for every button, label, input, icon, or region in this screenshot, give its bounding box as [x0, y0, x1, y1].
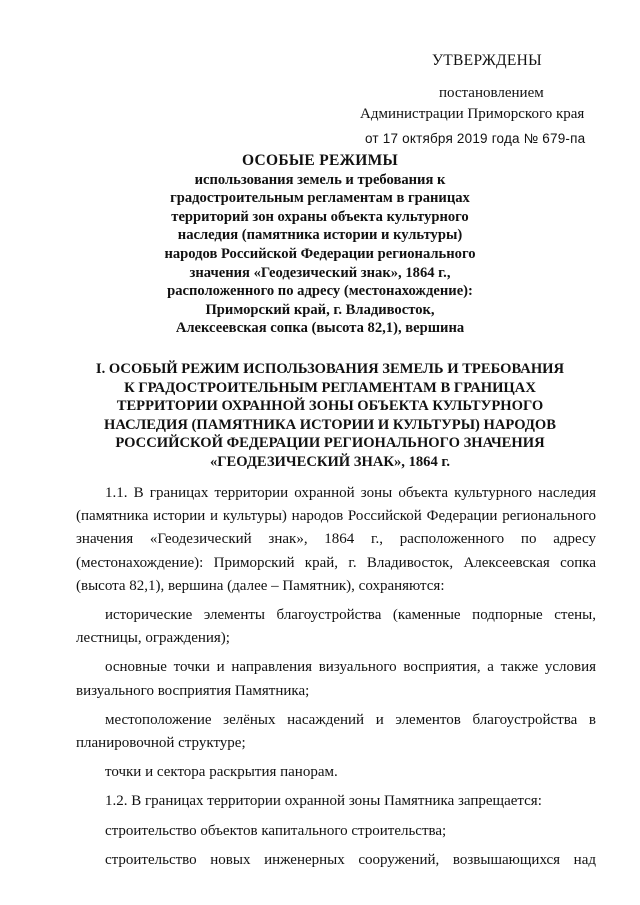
section-heading-line: НАСЛЕДИЯ (ПАМЯТНИКА ИСТОРИИ И КУЛЬТУРЫ) НАРОДОВ [103, 416, 556, 433]
document-title-line: градостроительным регламентам в границах [170, 190, 470, 207]
document-title-line: Приморский край, г. Владивосток, [205, 301, 435, 318]
section-heading-line: I. ОСОБЫЙ РЕЖИМ ИСПОЛЬЗОВАНИЯ ЗЕМЕЛЬ И ТРЕБОВАНИЯ [95, 361, 565, 377]
approval-title: УТВЕРЖДЕНЫ [432, 52, 542, 69]
list-item: местоположение зелёных насаждений и элементов благоустройства в планировочной структуре; [76, 711, 596, 752]
list-item: строительство новых инженерных сооружений, возвышающихся над [105, 851, 596, 868]
document-title-line: расположенного по адресу (местонахождение): [167, 283, 473, 300]
document-title-line: территорий зон охраны объекта культурного [171, 208, 469, 225]
section-heading-line: К ГРАДОСТРОИТЕЛЬНЫМ РЕГЛАМЕНТАМ В ГРАНИЦАХ [124, 379, 536, 396]
paragraph-1-1: 1.1. В границах территории охранной зоны объекта культурного наследия (памятника истории и культуры) народов Российской Федерации регионального значения «Геодезический знак», 1864 г., расположенного по адресу (местонахождение): Приморский край, г. Владивосток, Алексеевская сопка (высота 82,1), вершина (далее – Памятник), сохраняются: [76, 485, 596, 594]
document-title-main: ОСОБЫЕ РЕЖИМЫ [241, 152, 399, 169]
approval-administration: Администрации Приморского края [360, 106, 585, 122]
paragraph-1-2: 1.2. В границах территории охранной зоны Памятника запрещается: [105, 793, 542, 810]
document-title-line: Алексеевская сопка (высота 82,1), вершина [175, 320, 465, 337]
section-heading-line: РОССИЙСКОЙ ФЕДЕРАЦИИ РЕГИОНАЛЬНОГО ЗНАЧЕНИЯ [115, 435, 545, 452]
list-item: исторические элементы благоустройства (каменные подпорные стены, лестницы, ограждения); [76, 607, 596, 647]
document-title-line: значения «Геодезический знак», 1864 г., [189, 264, 451, 281]
approval-decree: постановлением [439, 85, 544, 101]
section-heading-line: «ГЕОДЕЗИЧЕСКИЙ ЗНАК», 1864 г. [209, 453, 451, 470]
list-item: точки и сектора раскрытия панорам. [105, 764, 338, 781]
list-item: основные точки и направления визуального восприятия, а также условия визуального восприятия Памятника; [76, 659, 596, 699]
approval-block [360, 50, 600, 149]
approval-date-number: от 17 октября 2019 года № 679-па [365, 131, 586, 146]
document-title-line: народов Российской Федерации регионального [164, 245, 476, 262]
document-title-line: наследия (памятника истории и культуры) [177, 227, 463, 244]
section-heading-line: ТЕРРИТОРИИ ОХРАННОЙ ЗОНЫ ОБЪЕКТА КУЛЬТУРНОГО [116, 398, 544, 415]
list-item: строительство объектов капитального строительства; [105, 822, 447, 839]
section-heading [70, 360, 590, 472]
document-title-line: использования земель и требования к [194, 171, 446, 188]
document-title [140, 152, 500, 338]
section-body [76, 482, 596, 872]
